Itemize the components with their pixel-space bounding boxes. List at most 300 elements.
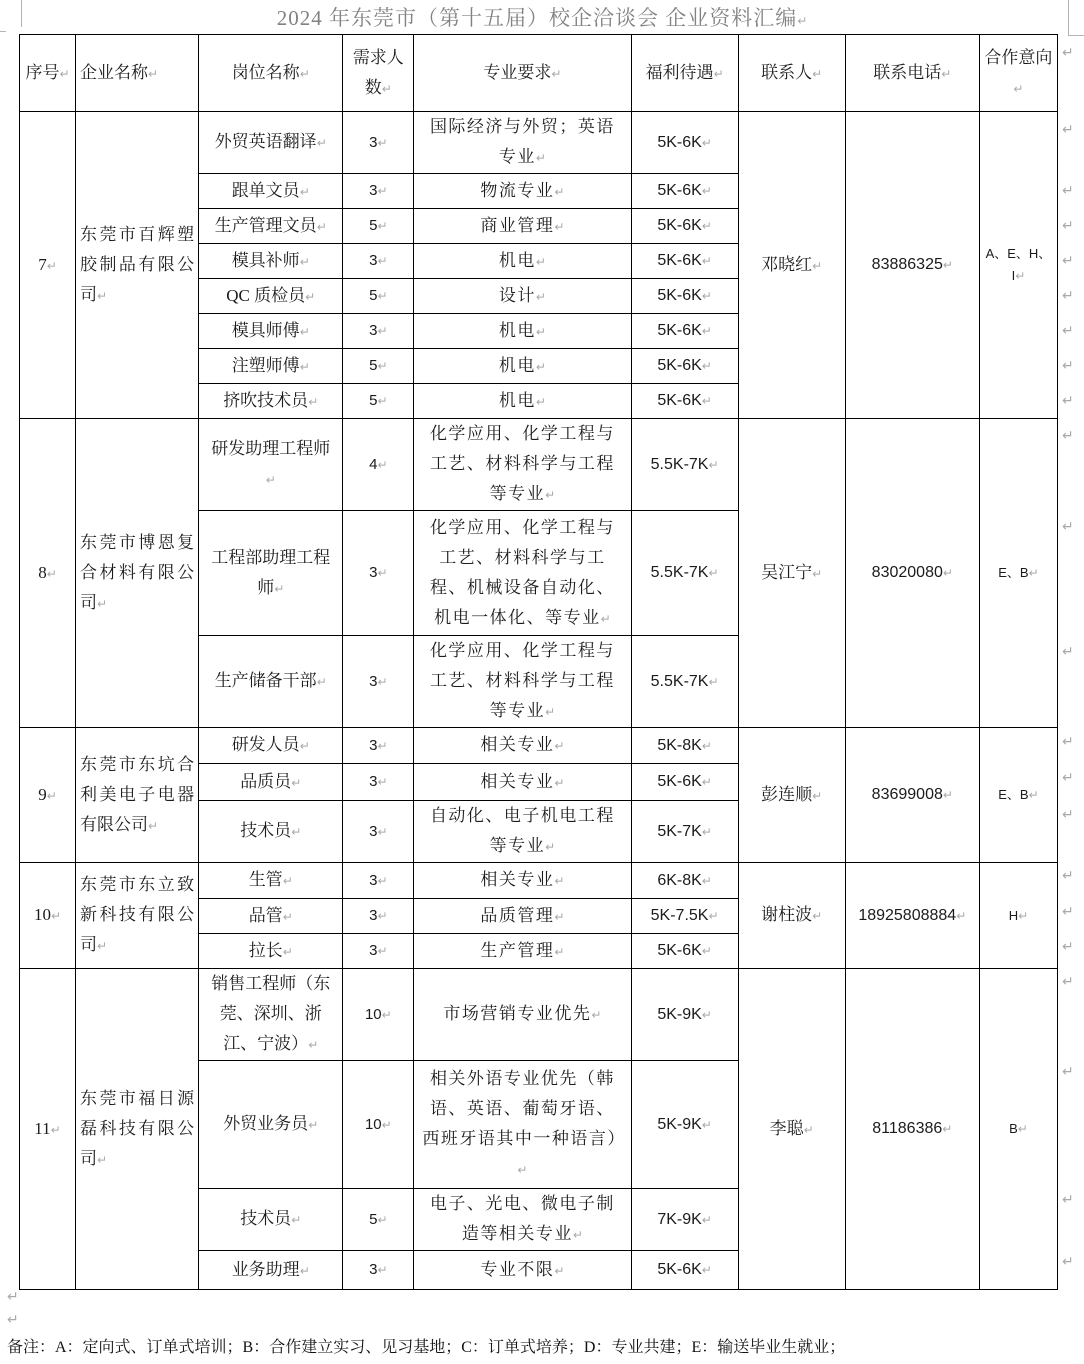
cell-end-mark-icon: ↵ [377,873,388,888]
cell-end-mark-icon: ↵ [377,219,388,233]
table-row [20,419,1058,511]
serial-cell [20,419,76,728]
column-header [76,35,199,112]
cell-end-mark-icon: ↵ [554,775,565,790]
cell-end-mark-icon: ↵ [377,394,388,408]
major-cell [414,349,631,384]
cell-end-mark-icon: ↵ [1028,788,1039,802]
cell-text: 生产管理 [480,940,555,960]
cell-end-mark-icon: ↵ [377,457,388,472]
cell-end-mark-icon: ↵ [554,219,565,234]
cell-end-mark-icon: ↵ [1015,269,1026,283]
cell-end-mark-icon: ↵ [554,944,565,959]
cell-text: 3 [369,773,378,790]
cell-text: 5K-7.5K [650,907,709,924]
major-cell [414,174,631,209]
major-cell [414,1061,631,1189]
cell-text: 序号 [25,62,60,82]
cell-end-mark-icon: ↵ [545,705,556,719]
company-name-cell [76,112,199,419]
cell-end-mark-icon: ↵ [701,824,712,839]
cell-end-mark-icon: ↵ [803,1122,814,1137]
cell-end-mark-icon: ↵ [554,909,565,924]
row-end-pilcrow-icon: ↵ [1062,183,1074,199]
position-cell [199,1251,343,1290]
count-cell [343,899,414,934]
cell-text: 3 [369,871,378,889]
cell-end-mark-icon: ↵ [46,788,57,803]
row-end-pilcrow-icon: ↵ [1062,1254,1074,1270]
cell-text: 生管 [248,870,283,889]
cell-text: 谢柱波 [761,905,813,924]
position-cell [199,899,343,934]
cell-text: 6K-8K [657,871,702,889]
cell-end-mark-icon: ↵ [377,944,388,958]
cell-end-mark-icon: ↵ [535,289,546,304]
salary-cell [631,174,738,209]
cell-end-mark-icon: ↵ [701,254,712,268]
cell-text: 9 [38,784,47,804]
major-cell [414,419,631,511]
cell-end-mark-icon: ↵ [97,596,108,611]
cell-end-mark-icon: ↵ [381,1007,392,1022]
cell-text: 物流专业 [480,180,555,200]
cell-text: 品管 [248,905,283,925]
cell-end-mark-icon: ↵ [942,566,953,580]
cell-end-mark-icon: ↵ [308,394,319,409]
cell-end-mark-icon: ↵ [812,909,823,923]
salary-cell [631,511,738,636]
cell-end-mark-icon: ↵ [942,258,953,272]
cell-end-mark-icon: ↵ [701,944,712,958]
position-cell [199,314,343,349]
cell-end-mark-icon: ↵ [572,1228,583,1242]
cell-text: 需求人数 [352,47,404,97]
cell-text: 5.5K-7K [650,672,709,690]
cell-end-mark-icon: ↵ [701,289,712,303]
cell-text: 相关外语专业优先（韩语、英语、葡萄牙语、西班牙语其中一种语言） [422,1069,626,1148]
phone-cell [845,969,979,1290]
count-cell [343,764,414,801]
position-cell [199,969,343,1061]
cell-text: 81186386 [872,1120,943,1137]
cell-end-mark-icon: ↵ [148,66,159,81]
count-cell [343,244,414,279]
row-end-pilcrow-icon: ↵ [1062,904,1074,920]
row-end-pilcrow-icon: ↵ [1062,1192,1074,1208]
cell-text: A、E、H、I [985,246,1052,283]
cell-end-mark-icon: ↵ [713,66,724,81]
cell-text: B [1009,1121,1018,1136]
column-header [199,35,343,112]
salary-cell [631,384,738,419]
salary-cell [631,349,738,384]
count-cell [343,636,414,728]
phone-cell [845,419,979,728]
cell-text: 3 [369,252,378,269]
salary-cell [631,419,738,511]
major-cell [414,636,631,728]
salary-cell [631,244,738,279]
cell-text: 拉长 [248,940,283,960]
cell-end-mark-icon: ↵ [282,874,293,888]
cell-end-mark-icon: ↵ [708,909,719,923]
major-cell [414,511,631,636]
cell-end-mark-icon: ↵ [377,359,388,373]
cell-text: 3 [369,564,378,581]
row-end-pilcrow-icon: ↵ [1062,807,1074,823]
cell-end-mark-icon: ↵ [701,324,712,338]
cell-end-mark-icon: ↵ [535,151,546,165]
cell-text: 3 [369,133,378,151]
salary-cell [631,899,738,934]
cell-end-mark-icon: ↵ [308,1038,319,1052]
row-end-pilcrow-icon: ↵ [1062,428,1074,444]
serial-cell [20,728,76,863]
cell-text: 企业名称 [80,62,149,82]
salary-cell [631,934,738,969]
cell-text: 李聪 [769,1118,804,1138]
cell-end-mark-icon: ↵ [942,788,953,802]
column-header [738,35,845,112]
cell-text: 生产储备干部 [214,671,317,690]
cell-text: 电子、光电、微电子制造等相关专业 [429,1194,615,1243]
cell-text: 8 [38,562,47,582]
salary-cell [631,112,738,174]
major-cell [414,112,631,174]
cell-text: 东莞市东坑合利美电子电器有限公司 [80,754,195,834]
cell-text: 5 [369,287,378,304]
cell-end-mark-icon: ↵ [377,184,388,198]
cell-end-mark-icon: ↵ [535,324,546,339]
cell-text: 外贸业务员 [223,1114,309,1133]
major-cell [414,279,631,314]
cell-end-mark-icon: ↵ [812,66,823,81]
row-end-pilcrow-icon: ↵ [1062,974,1074,990]
row-end-pilcrow-icon: ↵ [1062,218,1074,234]
cell-end-mark-icon: ↵ [1017,1122,1028,1136]
cell-text: 机电 [498,390,536,410]
cell-end-mark-icon: ↵ [46,258,57,273]
count-cell [343,349,414,384]
cell-text: 5.5K-7K [650,455,709,473]
cell-text: 模具补师 [231,250,300,270]
cell-text: 业务助理 [231,1259,300,1279]
cell-text: 5K-6K [657,322,702,339]
cell-text: 5K-8K [657,736,702,754]
cell-text: 东莞市博恩复合材料有限公司 [80,532,195,612]
count-cell [343,419,414,511]
cell-end-mark-icon: ↵ [97,288,108,303]
cell-end-mark-icon: ↵ [299,184,310,199]
cell-text: 5K-6K [657,773,702,790]
salary-cell [631,801,738,863]
cell-text: 技术员 [240,1209,292,1228]
major-cell [414,209,631,244]
cell-text: 相关专业 [480,870,555,889]
position-cell [199,174,343,209]
count-cell [343,1251,414,1290]
footer [7,1288,845,1359]
cell-text: 国际经济与外贸；英语专业 [429,117,615,166]
cell-text: 东莞市东立致新科技有限公司 [80,875,195,954]
cell-end-mark-icon: ↵ [377,1212,388,1227]
page-title [0,3,1084,36]
cell-end-mark-icon: ↵ [600,611,611,626]
company-name-cell [76,419,199,728]
cell-text: E、B [998,787,1029,802]
count-cell [343,934,414,969]
cell-text: 5K-9K [657,1115,702,1133]
cell-end-mark-icon: ↵ [701,219,712,233]
row-end-pilcrow-icon: ↵ [1062,1064,1074,1080]
table-row [20,728,1058,764]
cell-end-mark-icon: ↵ [701,184,712,198]
cell-text: 技术员 [240,821,292,840]
position-cell [199,636,343,728]
row-end-pilcrow-icon: ↵ [1062,45,1074,61]
cell-end-mark-icon: ↵ [554,184,565,199]
cell-text: 10 [33,905,51,924]
cell-text: 5K-6K [657,392,702,409]
intent-cell [979,863,1057,969]
major-cell [414,728,631,764]
column-header [20,35,76,112]
cell-end-mark-icon: ↵ [377,674,388,689]
position-cell [199,511,343,636]
cell-end-mark-icon: ↵ [282,944,293,959]
row-end-pilcrow-icon: ↵ [1062,253,1074,269]
intent-cell [979,969,1057,1290]
cell-end-mark-icon: ↵ [377,135,388,150]
major-cell [414,863,631,899]
cell-end-mark-icon: ↵ [299,254,310,269]
cell-end-mark-icon: ↵ [701,359,712,373]
cell-end-mark-icon: ↵ [377,775,388,789]
cell-end-mark-icon: ↵ [708,674,719,689]
major-cell [414,934,631,969]
cell-text: 相关专业 [480,771,555,791]
cell-text: 生产管理文员 [214,215,317,235]
cell-text: 10 [364,1005,382,1023]
cell-text: 18925808884 [858,906,957,924]
cell-end-mark-icon: ↵ [701,1263,712,1277]
column-header [631,35,738,112]
cell-text: 设计 [498,285,536,305]
contact-cell [738,969,845,1290]
count-cell [343,863,414,899]
cell-end-mark-icon: ↵ [554,739,565,753]
serial-cell [20,969,76,1290]
cell-end-mark-icon: ↵ [97,1152,108,1167]
cell-text: 3 [369,822,378,840]
cell-end-mark-icon: ↵ [941,66,952,81]
cell-end-mark-icon: ↵ [381,81,392,96]
cell-end-mark-icon: ↵ [299,739,310,753]
cell-end-mark-icon: ↵ [1028,566,1039,580]
cell-end-mark-icon: ↵ [535,254,546,269]
cell-text: 品质管理 [480,905,555,925]
page-title-text: 2024 年东莞市（第十五届）校企洽谈会 企业资料汇编 [276,6,798,30]
cell-text: 相关专业 [480,735,555,754]
contact-cell [738,728,845,863]
cell-text: 吴江宁 [761,562,813,582]
position-cell [199,244,343,279]
salary-cell [631,764,738,801]
major-cell [414,244,631,279]
cell-end-mark-icon: ↵ [148,818,159,833]
cell-text: 3 [369,907,378,924]
cell-end-mark-icon: ↵ [942,1122,953,1136]
row-end-pilcrow-icon: ↵ [1062,519,1074,535]
cell-text: 挤吹技术员 [223,390,309,410]
cell-text: 3 [369,672,378,690]
cell-text: 联系电话 [873,62,942,82]
cell-text: 化学应用、化学工程与工艺、材料科学与工程等专业 [429,424,615,503]
count-cell [343,314,414,349]
cell-end-mark-icon: ↵ [308,1118,319,1132]
row-end-pilcrow-icon: ↵ [1062,122,1074,138]
cell-end-mark-icon: ↵ [377,909,388,923]
cell-text: 5 [369,1210,378,1228]
company-name-cell [76,728,199,863]
cell-text: 福利待遇 [645,62,714,82]
cell-text: 83699008 [871,786,943,803]
contact-cell [738,112,845,419]
cell-text: 研发人员 [231,735,300,754]
cell-end-mark-icon: ↵ [97,939,108,953]
position-cell [199,863,343,899]
table-row [20,863,1058,899]
cell-text: 机电 [498,250,536,270]
cell-end-mark-icon: ↵ [291,775,302,790]
cell-text: 5K-6K [657,1261,702,1278]
jobs-table [19,34,1058,1290]
cell-end-mark-icon: ↵ [274,581,285,596]
phone-cell [845,863,979,969]
cell-end-mark-icon: ↵ [1013,81,1024,96]
cell-end-mark-icon: ↵ [812,788,823,803]
cell-end-mark-icon: ↵ [381,1117,392,1132]
row-end-pilcrow-icon: ↵ [1062,323,1074,339]
position-cell [199,384,343,419]
cell-end-mark-icon: ↵ [291,825,302,839]
cell-text: 5K-6K [657,942,702,959]
cell-text: 5 [369,357,378,374]
salary-cell [631,314,738,349]
cell-end-mark-icon: ↵ [299,324,310,339]
serial-cell [20,863,76,969]
major-cell [414,1251,631,1290]
column-header [845,35,979,112]
cell-end-mark-icon: ↵ [50,909,62,923]
cell-end-mark-icon: ↵ [701,1007,712,1022]
cell-end-mark-icon: ↵ [377,289,388,303]
row-end-pilcrow-icon: ↵ [1062,644,1074,660]
cell-end-mark-icon: ↵ [299,66,310,81]
position-cell [199,764,343,801]
cell-text: 研发助理工程师 [211,439,331,458]
count-cell [343,1189,414,1251]
cell-end-mark-icon: ↵ [701,135,712,150]
cell-text: 化学应用、化学工程与工艺、材料科学与工程、机械设备自动化、机电一体化、等专业 [429,517,615,627]
position-cell [199,349,343,384]
cell-text: 工程部助理工程师 [211,547,331,597]
column-header [979,35,1057,112]
position-cell [199,801,343,863]
cell-text: 品质员 [240,771,292,791]
cell-text: 10 [364,1115,382,1133]
major-cell [414,801,631,863]
cell-end-mark-icon: ↵ [282,909,293,924]
cell-end-mark-icon: ↵ [377,566,388,580]
cell-end-mark-icon: ↵ [956,908,967,923]
count-cell [343,511,414,636]
company-name-cell [76,969,199,1290]
cell-text: 5.5K-7K [650,564,709,581]
count-cell [343,728,414,764]
cell-text: 邓晓红 [761,254,813,274]
salary-cell [631,1189,738,1251]
cell-end-mark-icon: ↵ [377,324,388,338]
position-cell [199,934,343,969]
count-cell [343,174,414,209]
company-name-cell [76,863,199,969]
phone-cell [845,112,979,419]
column-header [414,35,631,112]
salary-cell [631,863,738,899]
serial-cell [20,112,76,419]
cell-text: 市场营销专业优先 [443,1004,592,1023]
count-cell [343,1061,414,1189]
cell-text: 化学应用、化学工程与工艺、材料科学与工程等专业 [429,641,615,720]
cell-text: QC 质检员 [226,285,306,305]
cell-end-mark-icon: ↵ [377,738,388,753]
cell-text: 11 [34,1118,51,1138]
cell-text: 7K-9K [657,1210,702,1228]
cell-text: E、B [998,565,1029,580]
count-cell [343,279,414,314]
row-end-pilcrow-icon: ↵ [1062,868,1074,884]
phone-cell [845,728,979,863]
intent-cell [979,419,1057,728]
cell-text: H [1008,907,1019,923]
cell-end-mark-icon: ↵ [545,488,556,502]
cell-end-mark-icon: ↵ [377,254,388,268]
row-end-pilcrow-icon: ↵ [1062,358,1074,374]
cell-text: 商业管理 [480,215,555,235]
count-cell [343,384,414,419]
salary-cell [631,279,738,314]
position-cell [199,279,343,314]
cell-end-mark-icon: ↵ [377,1263,388,1277]
cell-text: 合作意向 [984,47,1053,67]
count-cell [343,969,414,1061]
position-cell [199,209,343,244]
cell-end-mark-icon: ↵ [701,775,712,789]
cell-text: 彭连顺 [761,784,813,804]
cell-text: 5 [369,217,378,234]
count-cell [343,112,414,174]
cell-end-mark-icon: ↵ [517,1163,528,1177]
major-cell [414,764,631,801]
cell-text: 联系人 [761,62,813,82]
position-cell [199,1061,343,1189]
salary-cell [631,1251,738,1290]
cell-end-mark-icon: ↵ [316,675,327,689]
cell-end-mark-icon: ↵ [812,258,823,273]
header-row [20,35,1058,112]
